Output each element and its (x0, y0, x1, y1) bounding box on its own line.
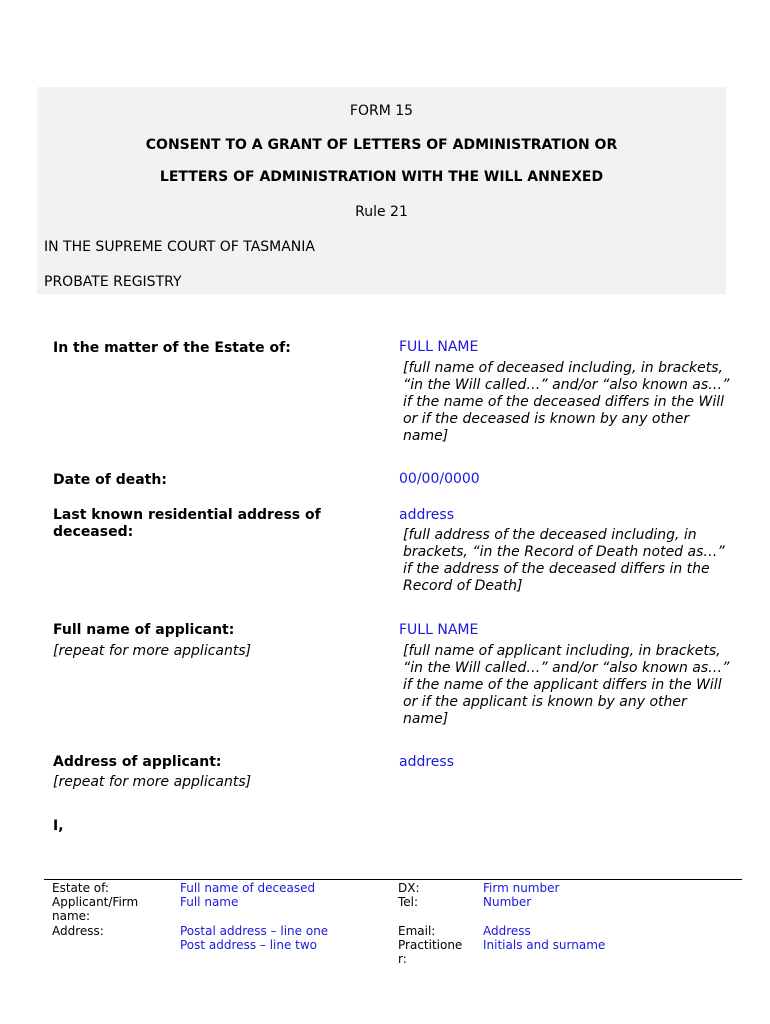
footer-address-label: Address: (52, 924, 104, 938)
footer-address-line-2[interactable]: Post address – line two (180, 938, 318, 952)
form-title-line-2: LETTERS OF ADMINISTRATION WITH THE WILL ANNEXED (159, 169, 604, 185)
court-name: IN THE SUPREME COURT OF TASMANIA (44, 239, 315, 255)
footer-firm-label: Applicant/Firm name: (52, 895, 139, 923)
consent-start: I, (53, 818, 64, 834)
footer-email-value[interactable]: Address (483, 924, 531, 938)
residential-address-field[interactable]: address (399, 507, 455, 523)
footer-divider (44, 879, 742, 880)
residential-address-label: Last known residential address of deceased: (53, 507, 321, 540)
applicant-address-field[interactable]: address (399, 754, 455, 770)
footer-address-line-1[interactable]: Postal address – line one (180, 924, 329, 938)
estate-name-field[interactable]: FULL NAME (399, 339, 479, 355)
applicant-name-note: [full name of applicant including, in brackets, “in the Will called…” and/or “also known as…” if the name of the applicant differs in the Will or if the applicant is known by any other name] (403, 643, 730, 727)
estate-note: [full name of deceased including, in brackets, “in the Will called…” and/or “also known as…” if the name of the deceased differs in the Will or if the deceased is known by any other name] (403, 360, 730, 444)
estate-label: In the matter of the Estate of: (53, 340, 291, 356)
applicant-name-label: Full name of applicant: (53, 622, 235, 638)
applicant-address-label: Address of applicant: (53, 754, 222, 770)
footer-estate-label: Estate of: (52, 881, 109, 895)
form-header (37, 87, 726, 294)
residential-address-note: [full address of the deceased including, in brackets, “in the Record of Death noted as…” if the address of the deceased differs in the Record of Death] (403, 527, 725, 594)
applicant-address-repeat-note: [repeat for more applicants] (53, 774, 252, 790)
footer-tel-value[interactable]: Number (483, 895, 532, 909)
footer-practitioner-value[interactable]: Initials and surname (483, 938, 606, 952)
rule-number: Rule 21 (355, 204, 408, 220)
footer-email-label: Email: (398, 924, 436, 938)
form-number: FORM 15 (349, 103, 414, 119)
footer-tel-label: Tel: (398, 895, 419, 909)
footer-estate-value[interactable]: Full name of deceased (180, 881, 316, 895)
applicant-name-repeat-note: [repeat for more applicants] (53, 643, 252, 659)
footer-dx-label: DX: (398, 881, 420, 895)
applicant-name-field[interactable]: FULL NAME (399, 622, 479, 638)
date-of-death-field[interactable]: 00/00/0000 (399, 471, 480, 487)
date-of-death-label: Date of death: (53, 472, 167, 488)
footer-dx-value[interactable]: Firm number (483, 881, 560, 895)
registry-name: PROBATE REGISTRY (44, 274, 182, 290)
form-title-line-1: CONSENT TO A GRANT OF LETTERS OF ADMINISTRATION OR (145, 137, 618, 153)
footer-practitioner-label: Practitioner: (398, 938, 463, 966)
footer-firm-value[interactable]: Full name (180, 895, 239, 909)
